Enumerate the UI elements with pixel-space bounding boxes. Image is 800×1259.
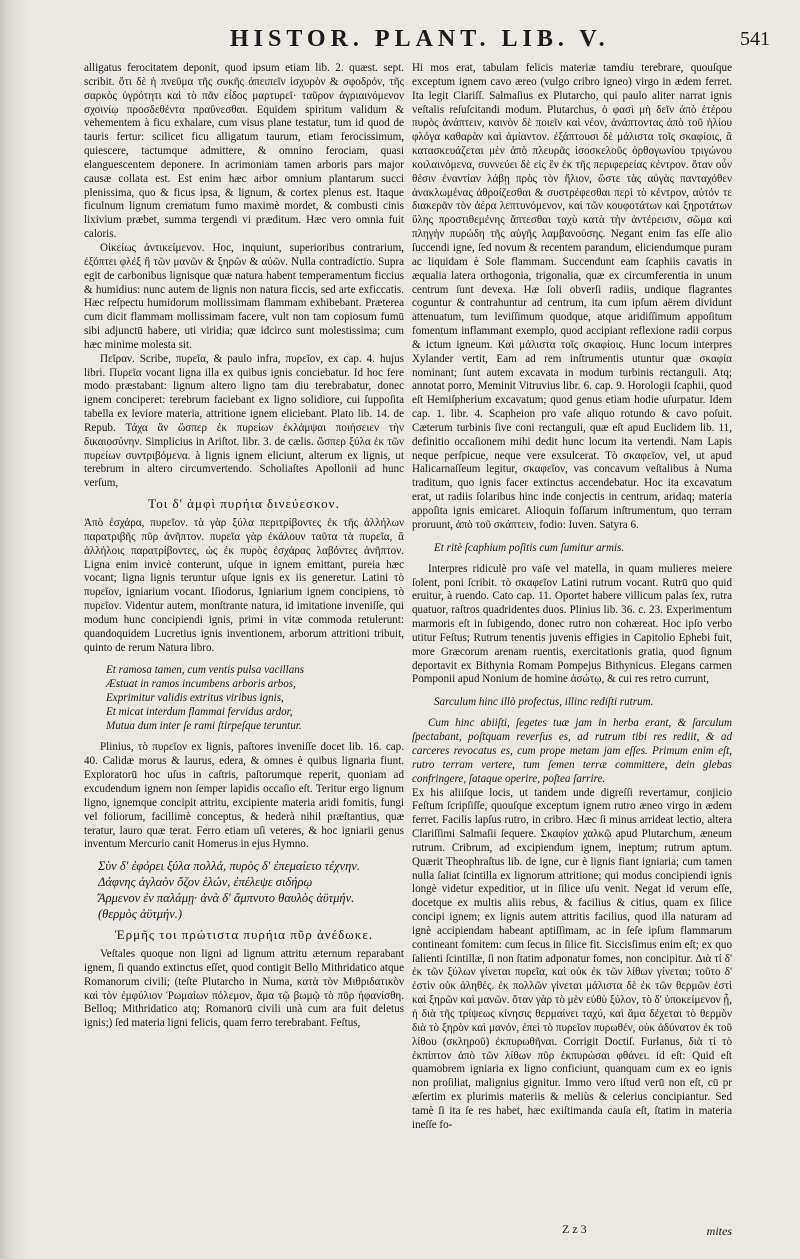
verse-line: Σὺν δ' ἐφόρει ξύλα πολλά, πυρὸς δ' ἐπεμαίετο τέχνην. [98,859,360,874]
greek-verse-quotation [98,858,404,922]
page-number: 541 [740,28,770,50]
verse-line: Mutua dum inter ſe rami ſtirpeſque teruntur. [106,720,302,733]
verse-line: Æstuat in ramos incumbens arboris arbos, [106,678,296,691]
signature-mark: Z z 3 [562,1222,587,1236]
greek-quotation: Ἑρμῆς τοι πρώτιστα πυρήια πῦρ ἀνέδωκε. [114,927,374,943]
catchword: mites [706,1224,732,1238]
verse-line: Et ramosa tamen, cum ventis pulsa vacillans [106,664,305,677]
page-footer [412,1222,732,1242]
paragraph: Interpres ridiculè pro vaſe vel matella, in quam mulieres meiere ſolent, poni ſcribit. τὸ σκαφεῖον Latini rutrum vocant. Rutrū quo quid eruitur, à ruendo. Cato cap. 11. Oportet habere villicum palas ſex, rutra quatuor, raſtros quadridentes duos. Plinius lib. 36. c. 23. Experimentum marmoris eſt in ſubigendo, donec rutro non cohæreat. Hoc ipſo verbo utitur Feſtus; Rutrum tenentis juvenis effigies in Capitolio Ephebi fuit, more Græcorum arenam ruentis, exercitationis gratia, quod ſignum deportavit ex Bithynia Romam Pompejus Bithynicus. Elegans carmen Pomponii apud Nonium de homine ἀσώτῳ, & cui res retro currunt, [412,562,732,686]
paragraph: Hi mos erat, tabulam felicis materiæ tamdiu terebrare, quouſque exceptum ignem cavo æreo (vulgo cribro igneo) virgo in ædem ferret. Ita legit Clariſſ. Salmaſius ex Plutarcho, qui paulo aliter narrat ignis veſtalis reſuſcitandi modum. Plutarchus, ὁ φασὶ μὴ δεῖν ἀπὸ ἑτέρου πυρὸς ἀνάπτειν, καινὸν δὲ ποιεῖν καὶ νέον, ἀνάπτοντας ἀπὸ τοῦ ἡλίου φλόγα καθαρὰν καὶ ἀμίαντον. ἐξάπτουσι δὲ μάλιστα τοῖς σκαφίοις, ἃ κατασκευάζεται μὲν ἀπὸ πλευρᾶς ἰσοσκελοῦς ὀρθογωνίου τριγώνου κοιλαινόμενα, συννεύει δὲ εἰς ἓν ἐκ τῆς περιφερείας κέντρον. ὅταν οὖν θέσιν ἐναντίαν λάβῃ πρὸς τὸν ἥλιον, ὥστε τὰς αὐγὰς πανταχόθεν ἀνακλωμένας ἀθροίζεσθαι & συστρέφεσθαι περὶ τὸ κέντρον, αὐτόν τε διακερᾶν τὸν ἀέρα λεπτυνόμενον, καὶ τῶν κουφοτάτων καὶ ξηροτάτων ὕλης προστιθεμένης ἅπτεσθαι ταχὺ κατὰ τὴν ἀντέρεισιν, σῶμα καὶ πληγὴν πυρώδη τῆς αὐγῆς λαμβανούσης. Negant enim fas eſſe alio ſuccendi igne, ſed novum & recentem parandum, eliciendumque puram ac liquidam è Sole flammam. Succendunt eam ſcaphiis cavatis in æqualia latera orthogonia, trigonalia, quæ ex circumferentia in unum centrum ſunt devexa. Hæ ſoli obverſi radiis, undique flagrantes coguntur & contrahuntur ad centrum, ita cum ipſum aërem dividunt attenuatum, tum leviſſimum quodque, atque aridiſſimum appoſitum fomentum inflammant exemplo, quod accipiant reflexione radii corpus & ictum igneum. Καὶ μάλιστα τοῖς σκαφίοις. Hunc locum interpres Xylander vertit, Eam ad rem inſtrumentis utuntur quæ σκαφία nominant; ſunt autem excavata in modum turbinis rectanguli. Atq; annotat porro, Meminit Vitruvius libr. 6. cap. 9. Horologii ſcaphii, quod eſt Hemiſpherium excavatum; quod genus etiam hodie uſurpatur. Idem cap. 1. libr. 4. Scapheion pro vaſe aliquo rotundo & cavo poſuit. Cæterum turbinis ſive coni rectanguli, quæ eſt apud Euclidem lib. 11, definitio occaſionem mihi dedit hunc locum ita vertendi. Nam Lapis neque perſpicue, neque vere exsulcerat. Τὸ σκαφεῖον, vel, ut apud Halicarnaſſeum legitur, σκαφεῖον, vas concavum veſtalibus à Numa traditum, quo ignis facer extinctus accendebatur. Hoc ita excavatum erat, ut radiis ſolaribus hinc inde conjectis in centrum, aridaq; materia appoſita ignis emicaret. Alioquin foſſarum inſtrumentum, quo terram proruunt, ἀπὸ τοῦ σκάπτειν, fodio: Iuven. Satyra 6. [412,62,732,531]
verse-quotation [434,695,732,709]
verse-quotation [106,663,404,733]
verse-line: Exprimitur validis extritus viribus ignis, [106,692,284,705]
paragraph: Plinius, τὸ πυρεῖον ex lignis, paſtores inveniſſe docet lib. 16. cap. 40. Calidæ morus & laurus, edera, & omnes è quibus lignaria fiunt. Exploratorū hoc uſus in caſtris, paſtorumque reperit, quoniam ad excudendum ignem non ſemper lapidis occaſio eſt. Teritur ergo lignum ligno, ignemque concipit attritu, excipiente materia aridi fomitis, fungi vel foliorum, facillimè conceptus, & hederà nihil præſtantius, quæ teratur, lauro quæ terat. Ferro etiam uſi veteres, & hoc igniarii genus inventum Mercurio canit Homerus in ejus Hymno. [84,741,404,851]
page-header [70,18,780,58]
paragraph: Πεῖραν. Scribe, πυρεῖα, & paulo infra, πυρεῖον, ex cap. 4. hujus libri. Πυρεῖα vocant ligna illa ex quibus ignis conciebatur. Id hoc fere modo præstabant: lignum altero ligno tam diu terebrabatur, donec ignem conciperet: terebrum faciebant ex ligno solidiore, cui ſuppoſita tabella ex leviore materia, attritione ignem eliciebant. Plato lib. 14. de Repub. Τάχα ἂν ὥσπερ ἐκ πυρείων ἐκλάμψαι ποιήσειεν τὴν δικαιοσύνην. Simplicius in Ariſtot. libr. 3. de cælis. ὥσπερ ξύλα ἐκ τῶν πυρείων συντριβόμενα. à lignis ignem eliciunt, alterum ex lignis, ut terebrum in altero circumvertendo. Scholiaſtes Apollonii ad hunc verſum, [84,352,404,490]
paragraph: Ex his aliiſque locis, ut tandem unde digreſſi revertamur, conjicio Feſtum ſcripſiſſe, quouſque exceptum ignem rutro æneo virgo in ædem ferret. Facilis lapſus rutro, in cribro. Hæc ſi minus arrideat lectio, altera Clariſſimi Salmaſii ſequere. Σκαφίον χαλκῷ apud Plutarchum, æneum rutrum. Cribrum, ad excipiendum ignem, ineptum; rutrum aptum. Quærit Theophraſtus lib. de igne, cur è lignis fiant igniaria; cum tamen nulla ſaliat ſcintilla ex lignorum attritione; qui modus concipiendi ignis longè videtur expeditior, ut in ſilice uſu venit. Negat id verum eſſe, docetque ex multis aliis rebus, & facilius & citius, quam ex ſilice concipi ignem; ex lignis autem attritis facilius, quod illa naturam ad ignè accipiendam habeant aptiſſimam, ac in ſeſe ipſum flammarum contineant fomitem: cum ſecus in ſilice fit. Siccisſimus enim eſt; ex quo ſalienti ſcintillæ, ſi non ſtatim adponatur fomes, non concipitur. Διὰ τί δ' ἐκ τῶν ξύλων γίνεται πυρεῖα, καὶ οὐκ ἐκ τῶν λίθων γίνεται; τοῦτο δ' ἐστὶν οὐκ ἀληθές. ἐκ πολλῶν γίνεται μάλιστα δὲ ἐκ τῶν θερμῶν ἐστὶ καὶ ξηρῶν καὶ μανῶν. ὅταν γὰρ τὸ μὲν εὐθὺ ξύλον, τὸ δ' ὑποκείμενον ᾖ, ἡ διὰ τῆς τρίψεως κίνησις θερμαίνει ταχύ, καὶ ἅμα δέχεται τὸ θερμὸν διὰ τὸ ξηρὸν καὶ μανόν, ἐπεὶ τὸ πυρεῖον πυρωθέν, οὐκ ἀδύνατον ἐκ τοῦ λίθου (σκληροῦ) ἐκπυρωθῆναι. Corrigit Doctiſ. Furlanus, διὰ τί τὸ ἐκπίπτον ἀπὸ τῶν λίθων πῦρ ἐκπυρώσαι φθάνει. id eſt: Quid eſt quamobrem igniaria ex ligno conficiunt, quanquam cum ex eo ignis non proſiliat, malignius gignitur. Immo vero iſtud verū non eſt, cū pr æſertim ex plurimis materiis & meliùs & celerius concipiantur. Sed tamè ſi ita ſe res habet, hæc exiſtimanda cauſa eſt, ſtatim in materia ineſſe fo- [412,786,732,1131]
right-column [412,62,732,1237]
verse-line: Et ritè ſcaphium poſitis cum ſumitur armis. [434,541,625,554]
paragraph: Οἰκείως ἀντικείμενον. Hoc, inquiunt, superioribus contrarium, ἐξόπτει φλέξ ἢ τῶν μανῶν & ξηρῶν & αὐῶν. Nulla contradictio. Supra egit de carbonibus lignisque quæ natura habent temperamentum ficcius & humidius: nunc autem de lignis non natura ficcis, sed arte exficcatis. Hæc reſpectu humidorum mollissimam flammam exhibebant. Præterea cum dicit flammam mollissimam facere, vult non tam copiosum fumū sibi adjunctū habere, uti viridia; quæ idcirco sunt molestissima; cum hæc minime molesta sit. [84,241,404,351]
paragraph: alligatus ferocitatem deponit, quod ipsum etiam lib. 2. quæst. sept. scribit. ὅτι δὲ ἡ πνεῦμα τῆς συκῆς ἀπειπεῖν ἰσχυρὸν & σφοδρόν, τῆς σαρκὸς ὑγρότητι καὶ τὸ πᾶν εἶδος μαρτυρεῖ· ταῦρον ἀγριαινόμενον σχοινίῳ προσδεθέντα πραΰνεσθαι. Equidem spiritum validum & vehementem à ficu exhalare, cum visus plane testatur, tum id quod de tauris fertur: scilicet ficu alligatum taurum, etiam ferocissimum, quiescere, tactumque admittere, & omnino ferociam, quasi elanguescentem deponere. In acrimoniam tamen arboris pars major causæ collata est. Est enim hæc arbor omnium plantarum succi plenissima, quo & ficus ipsa, & lignum, & cortex plenus est. Itaque ficulnum lignum crematum fumo maximè mordet, & combusti cinis lixivium præbet, summa tergendi vi præditum. Hæc vero omnia fuit caloris. [84,62,404,241]
paragraph: Cum hinc abiiſti, ſegetes tuæ jam in herba erant, & ſarculum ſpectabant, poſtquam reverſus es, ad rutrum tibi res rediit, & ad carceres revocatus es, cum prope metam jam eſſes. Primum enim eſt, rutro terram vertere, tum ſemen terræ committere, dein glebas confringere, ſataque operire, poſtea ſarrire. [412,717,732,785]
verse-line: Sarculum hinc illò profectus, illinc rediſti rutrum. [434,696,654,709]
verse-line: Ἄρμενον ἐν παλάμῃ· ἀνὰ δ' ἄμπνυτο θαυλὸς ἀϋτμήν. [98,891,355,906]
left-column [84,62,404,1237]
verse-line: Et micat interdum flammai fervidus ardor, [106,706,293,719]
verse-line: (θερμὸς ἀϋτμήν.) [98,907,183,922]
paragraph: Ἀπὸ ἐσχάρα, πυρεῖον. τὰ γὰρ ξύλα περιτρίβοντες ἐκ τῆς ἀλλήλων παρατριβῆς πῦρ ἀνῆπτον. πυρεῖα γὰρ ἐκάλουν ταῦτα τὰ πυρεῖα, ἃ ἀλλήλοις παρατρίβοντες, ὡς ἐκ πυρὸς ἐσχάρας λαβόντες ἀνῆπτον. Ligna enim invicè conterunt, uſque in ignem emittant, pureia hæc vocant; ligna lignis teruntur uſque ignis ex iis generetur. Latini τὸ πυρεῖον, igniarium vocant. Iſiodorus, Igniarium ignem concipiens, τὸ πυρεῖον. Videntur autem, monſtrante natura, id imitatione inveniſſe, qui modum hunc concipiendi ignis, primi in vitæ commoda retulerunt: quandoquidem Lucretius ignis inventionem, arborum attritioni tribuit, quinto de rerum Natura libro. [84,517,404,654]
greek-quotation: Τοι δ' ἀμφὶ πυρήια δινεύεσκον. [148,496,340,512]
paragraph: Veſtales quoque non ligni ad lignum attritu æternum reparabant ignem, ſi quando extinctus eſſet, quod contigit Bello Mithridatico atque Romanorum civili; (teſte Plutarcho in Numa, κατὰ τὸν Μιθριδατικὸν καὶ τὸν ἐμφύλιον Ῥωμαίων πόλεμον, ἅμα τῷ βωμῷ τὸ πῦρ ἠφανίσθη. Belloq; Mithridatico atq; Romanorū civili unà cum ara fuit deletus ignis;) ſed materia ligni felicis, quam ferro terebrabant. Feſtus, [84,948,404,1030]
running-title: HISTOR. PLANT. LIB. V. [230,26,610,52]
verse-line: Δάφνης ἀγλαὸν ὄζον ἑλών, ἐπέλεψε σιδήρῳ [98,875,313,890]
verse-quotation [434,541,732,555]
